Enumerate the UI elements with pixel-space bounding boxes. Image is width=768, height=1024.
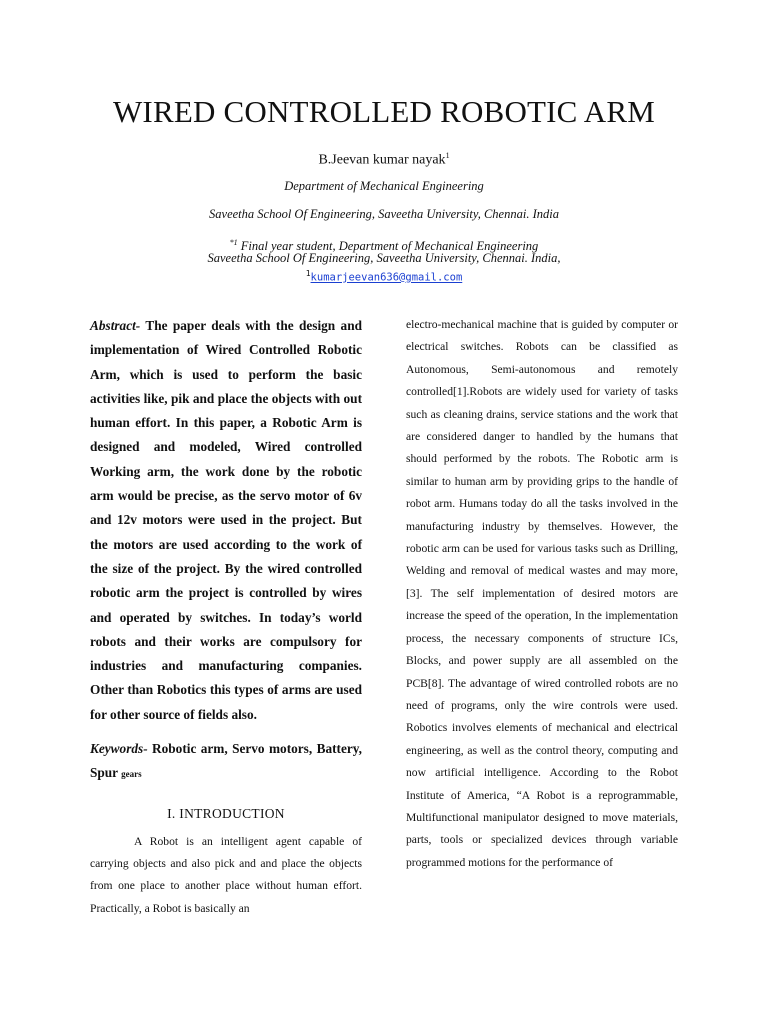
affiliation-school: Saveetha School Of Engineering, Saveetha University, Chennai. India: [209, 207, 559, 221]
introduction-paragraph-left: A Robot is an intelligent agent capable of carrying objects and also pick and and place the objects from one place to another place without human effort. Practically, a Robot is basically an: [90, 834, 362, 915]
affiliation-department: Department of Mechanical Engineering: [284, 179, 484, 193]
keywords: [90, 737, 362, 787]
abstract-label: Abstract-: [90, 318, 141, 333]
author-line: [0, 147, 768, 170]
affiliation-note-text: Final year student, Department of Mechanical Engineering: [240, 239, 539, 254]
author-superscript: 1: [445, 151, 450, 160]
author-name: B.Jeevan kumar nayak: [318, 152, 446, 168]
keywords-small: gears: [121, 769, 142, 780]
contact-line: [0, 266, 768, 286]
email-link[interactable]: kumarjeevan636@gmail.com: [310, 271, 463, 284]
introduction-paragraph-right: electro-mechanical machine that is guided by computer or electrical switches. Robots can be classified as Autonomous, Semi-autonomous and remotely controlled[1].Robots are widely used for variety of tasks such as cleaning drains, service stations and the work that are considered danger to handled by the humans that should performed by the robots. The Robotic arm is similar to human arm by providing grips to the handle of robot arm. Humans today do all the tasks involved in the manufacturing industry by themselves. However, the robotic arm can be used for various tasks such as Drilling, Welding and removal of medical wastes and may more, [3]. The self implementation of desired motors are increase the speed of the operation, In the implementation process, the necessary components of structure ICs, Blocks, and power supply are all assembled on the PCB[8]. The advantage of wired controlled robots are no need of programs, only the wire controls were used. Robotics involves elements of mechanical and electrical engineering, as well as the control theory, computing and now artificial intelligence. According to the Robot Institute of America, “A Robot is a reprogrammable, Multifunctional manipulator designed to move materials, parts, tools or specialized devices through variable programmed motions for the performance of: [406, 318, 678, 869]
affiliation-note-superscript: *1: [229, 238, 238, 247]
keywords-label: Keywords-: [90, 741, 148, 757]
section-heading-introduction: I. INTRODUCTION: [167, 805, 285, 821]
affiliation-note-school: Saveetha School Of Engineering, Saveetha University, Chennai. India,: [207, 251, 561, 265]
abstract-text: The paper deals with the design and implementation of Wired Controlled Robotic Arm, which is used to perform the basic activities like, pik and place the objects with out human effort. In this paper, a Robotic Arm is designed and modeled, Wired controlled Working arm, the work done by the robotic arm would be precise, as the servo motor of 6v and 12v motors were used in the project. But the motors are used according to the work of the size of the project. By the wired controlled robotic arm the project is controlled by wires and operated by switches. In today’s world robots and their works are compulsory for industries and manufacturing companies. Other than Robotics this types of arms are used for other source of fields also.: [90, 318, 362, 722]
paper-title: WIRED CONTROLLED ROBOTIC ARM: [112, 94, 656, 129]
left-column: [90, 314, 362, 920]
right-column: [406, 314, 678, 874]
keywords-text: Robotic arm, Servo motors, Battery, Spur: [90, 741, 362, 781]
contact-superscript: 1: [305, 269, 311, 278]
abstract: [90, 314, 362, 727]
